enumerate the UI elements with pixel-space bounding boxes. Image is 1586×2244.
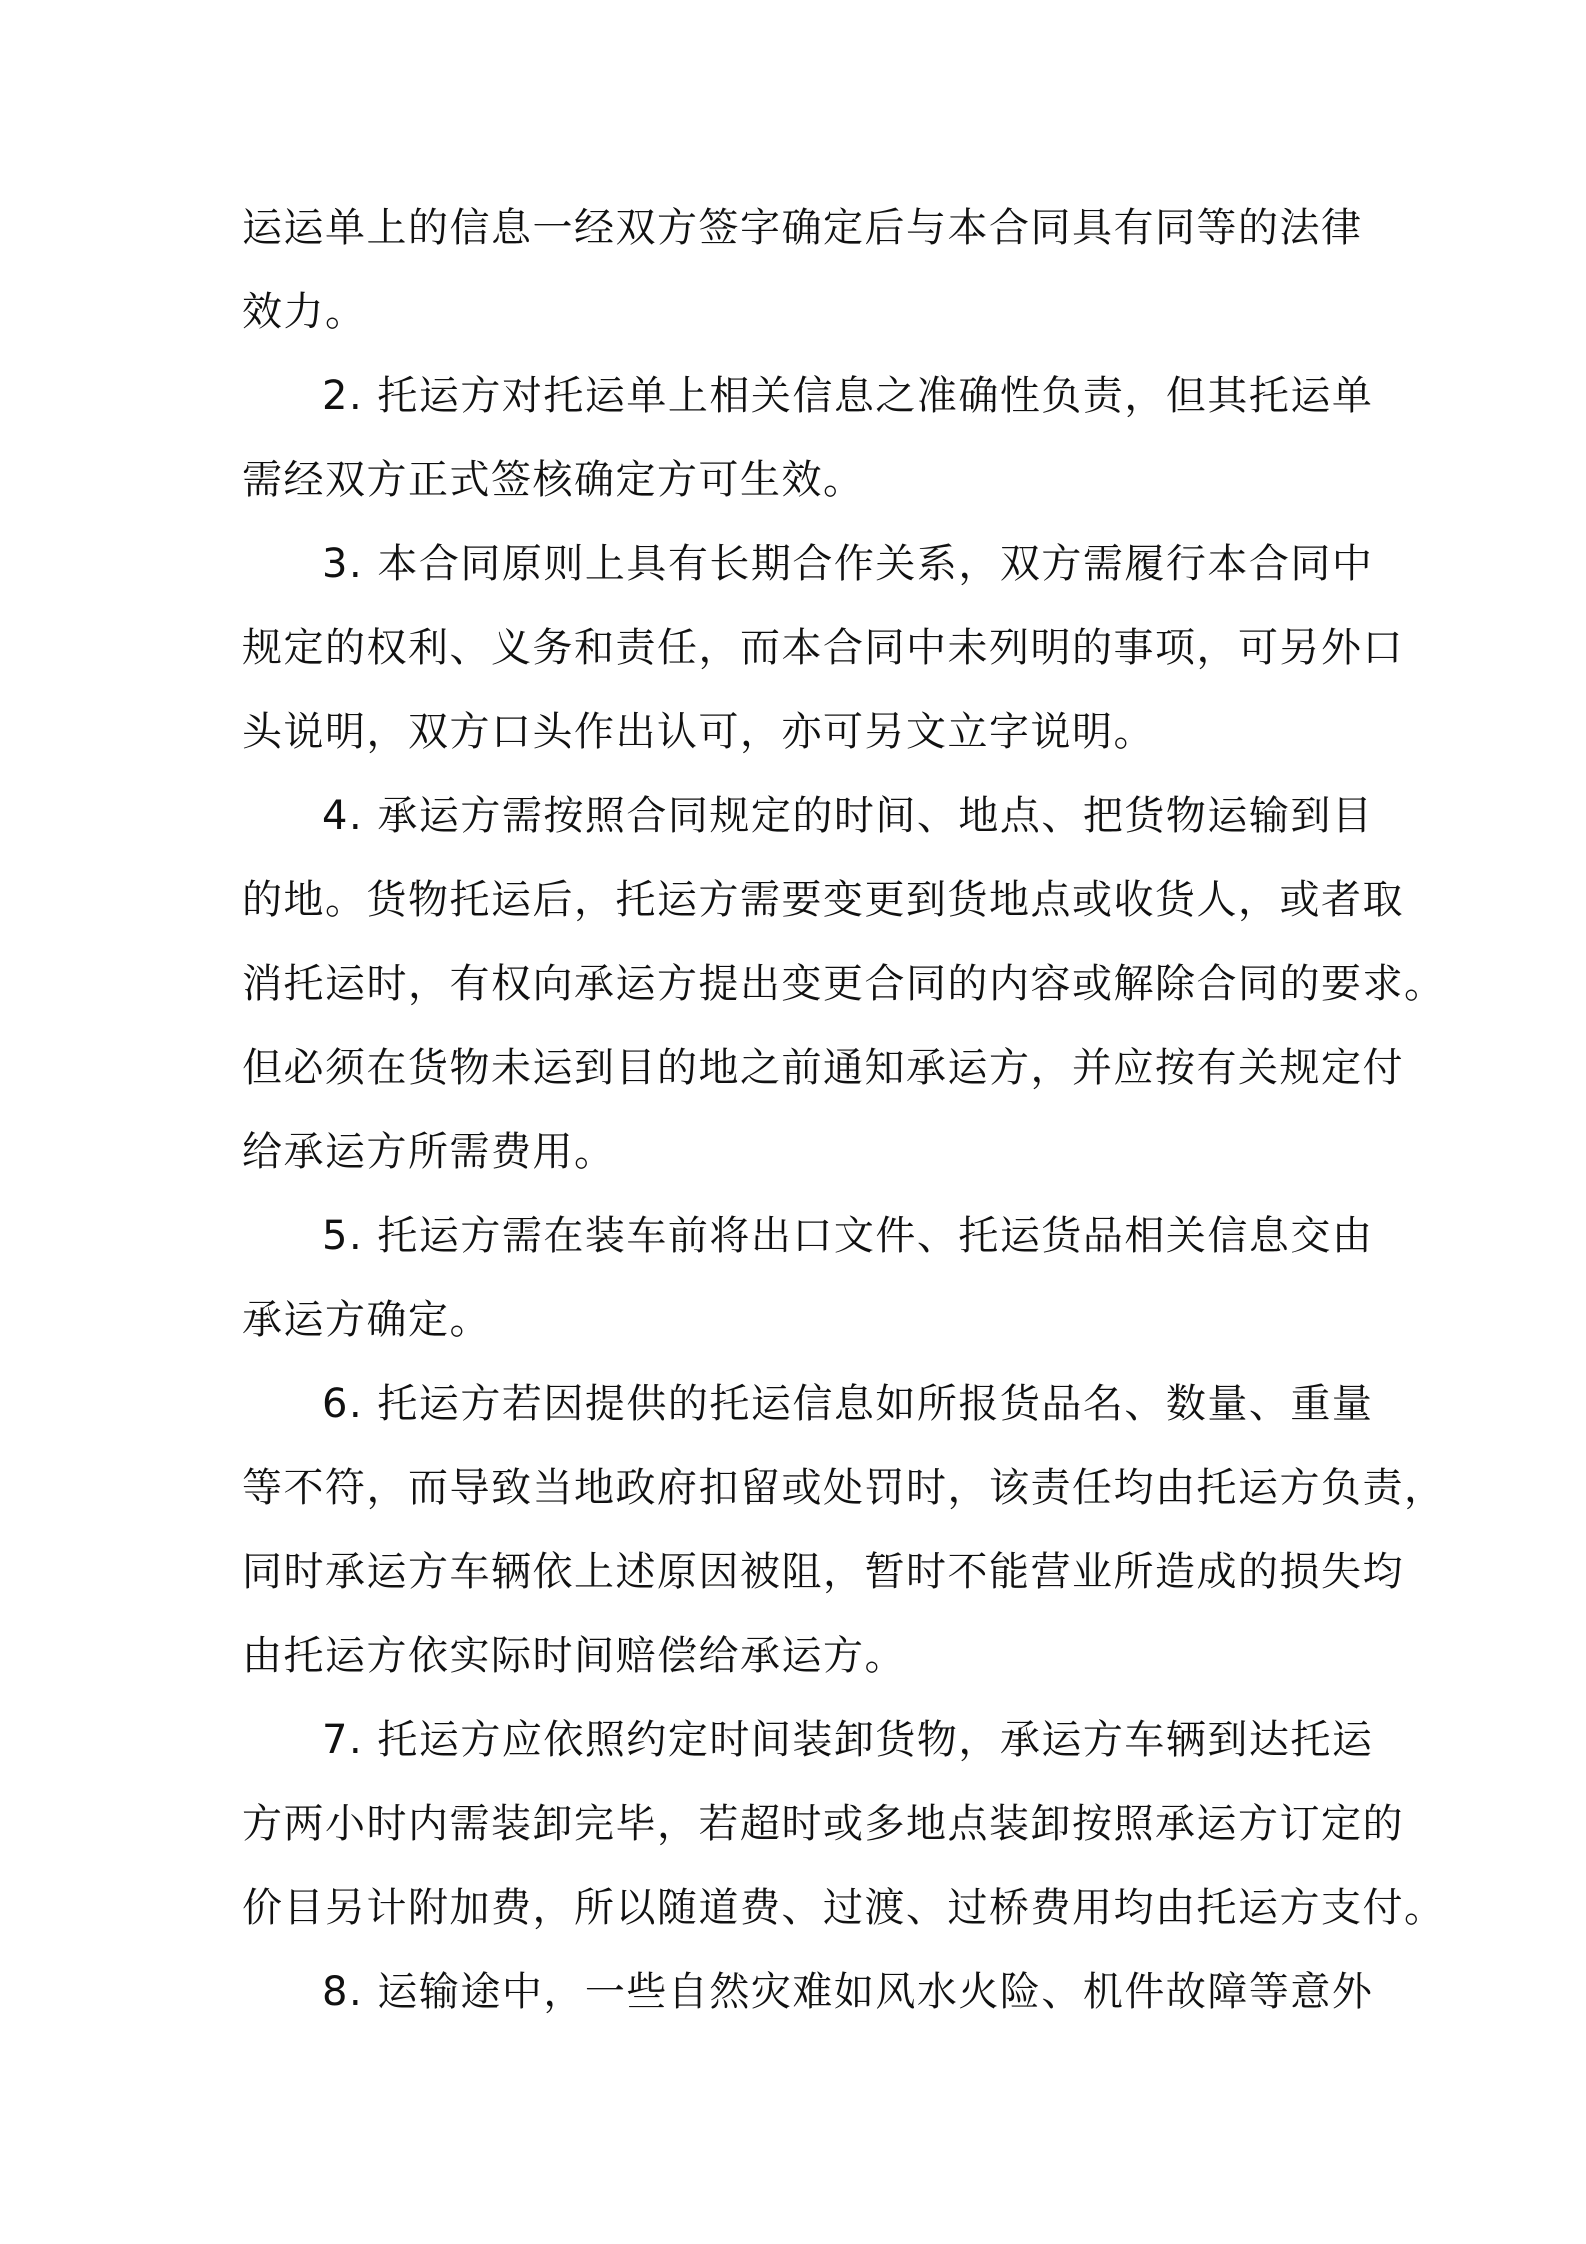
text-line: 规定的权利、义务和责任，而本合同中未列明的事项，可另外口	[242, 625, 1404, 671]
text-line: 的地。货物托运后，托运方需要变更到货地点或收货人，或者取	[242, 877, 1404, 923]
paragraph-3-start: 3. 本合同原则上具有长期合作关系，双方需履行本合同中	[322, 541, 1374, 587]
text-line: 消托运时，有权向承运方提出变更合同的内容或解除合同的要求。	[242, 961, 1446, 1007]
paragraph-6-start: 6. 托运方若因提供的托运信息如所报货品名、数量、重量	[322, 1381, 1374, 1427]
paragraph-7-start: 7. 托运方应依照约定时间装卸货物，承运方车辆到达托运	[322, 1717, 1374, 1763]
text-line: 需经双方正式签核确定方可生效。	[242, 457, 865, 503]
text-line: 由托运方依实际时间赔偿给承运方。	[242, 1633, 906, 1679]
text-line: 等不符，而导致当地政府扣留或处罚时，该责任均由托运方负责，	[242, 1465, 1446, 1511]
paragraph-2-start: 2. 托运方对托运单上相关信息之准确性负责，但其托运单	[322, 373, 1374, 419]
paragraph-4-start: 4. 承运方需按照合同规定的时间、地点、把货物运输到目	[322, 793, 1374, 839]
paragraph-8-start: 8. 运输途中，一些自然灾难如风水火险、机件故障等意外	[322, 1969, 1374, 2015]
text-line: 效力。	[242, 289, 367, 335]
text-line: 给承运方所需费用。	[242, 1129, 616, 1175]
text-line: 头说明，双方口头作出认可，亦可另文立字说明。	[242, 709, 1155, 755]
text-line: 同时承运方车辆依上述原因被阻，暂时不能营业所造成的损失均	[242, 1549, 1404, 1595]
text-line: 承运方确定。	[242, 1297, 491, 1343]
text-line: 运运单上的信息一经双方签字确定后与本合同具有同等的法律	[242, 205, 1363, 251]
text-line: 价目另计附加费，所以随道费、过渡、过桥费用均由托运方支付。	[242, 1885, 1446, 1931]
paragraph-5-start: 5. 托运方需在装车前将出口文件、托运货品相关信息交由	[322, 1213, 1374, 1259]
text-line: 方两小时内需装卸完毕，若超时或多地点装卸按照承运方订定的	[242, 1801, 1404, 1847]
text-line: 但必须在货物未运到目的地之前通知承运方，并应按有关规定付	[242, 1045, 1404, 1091]
